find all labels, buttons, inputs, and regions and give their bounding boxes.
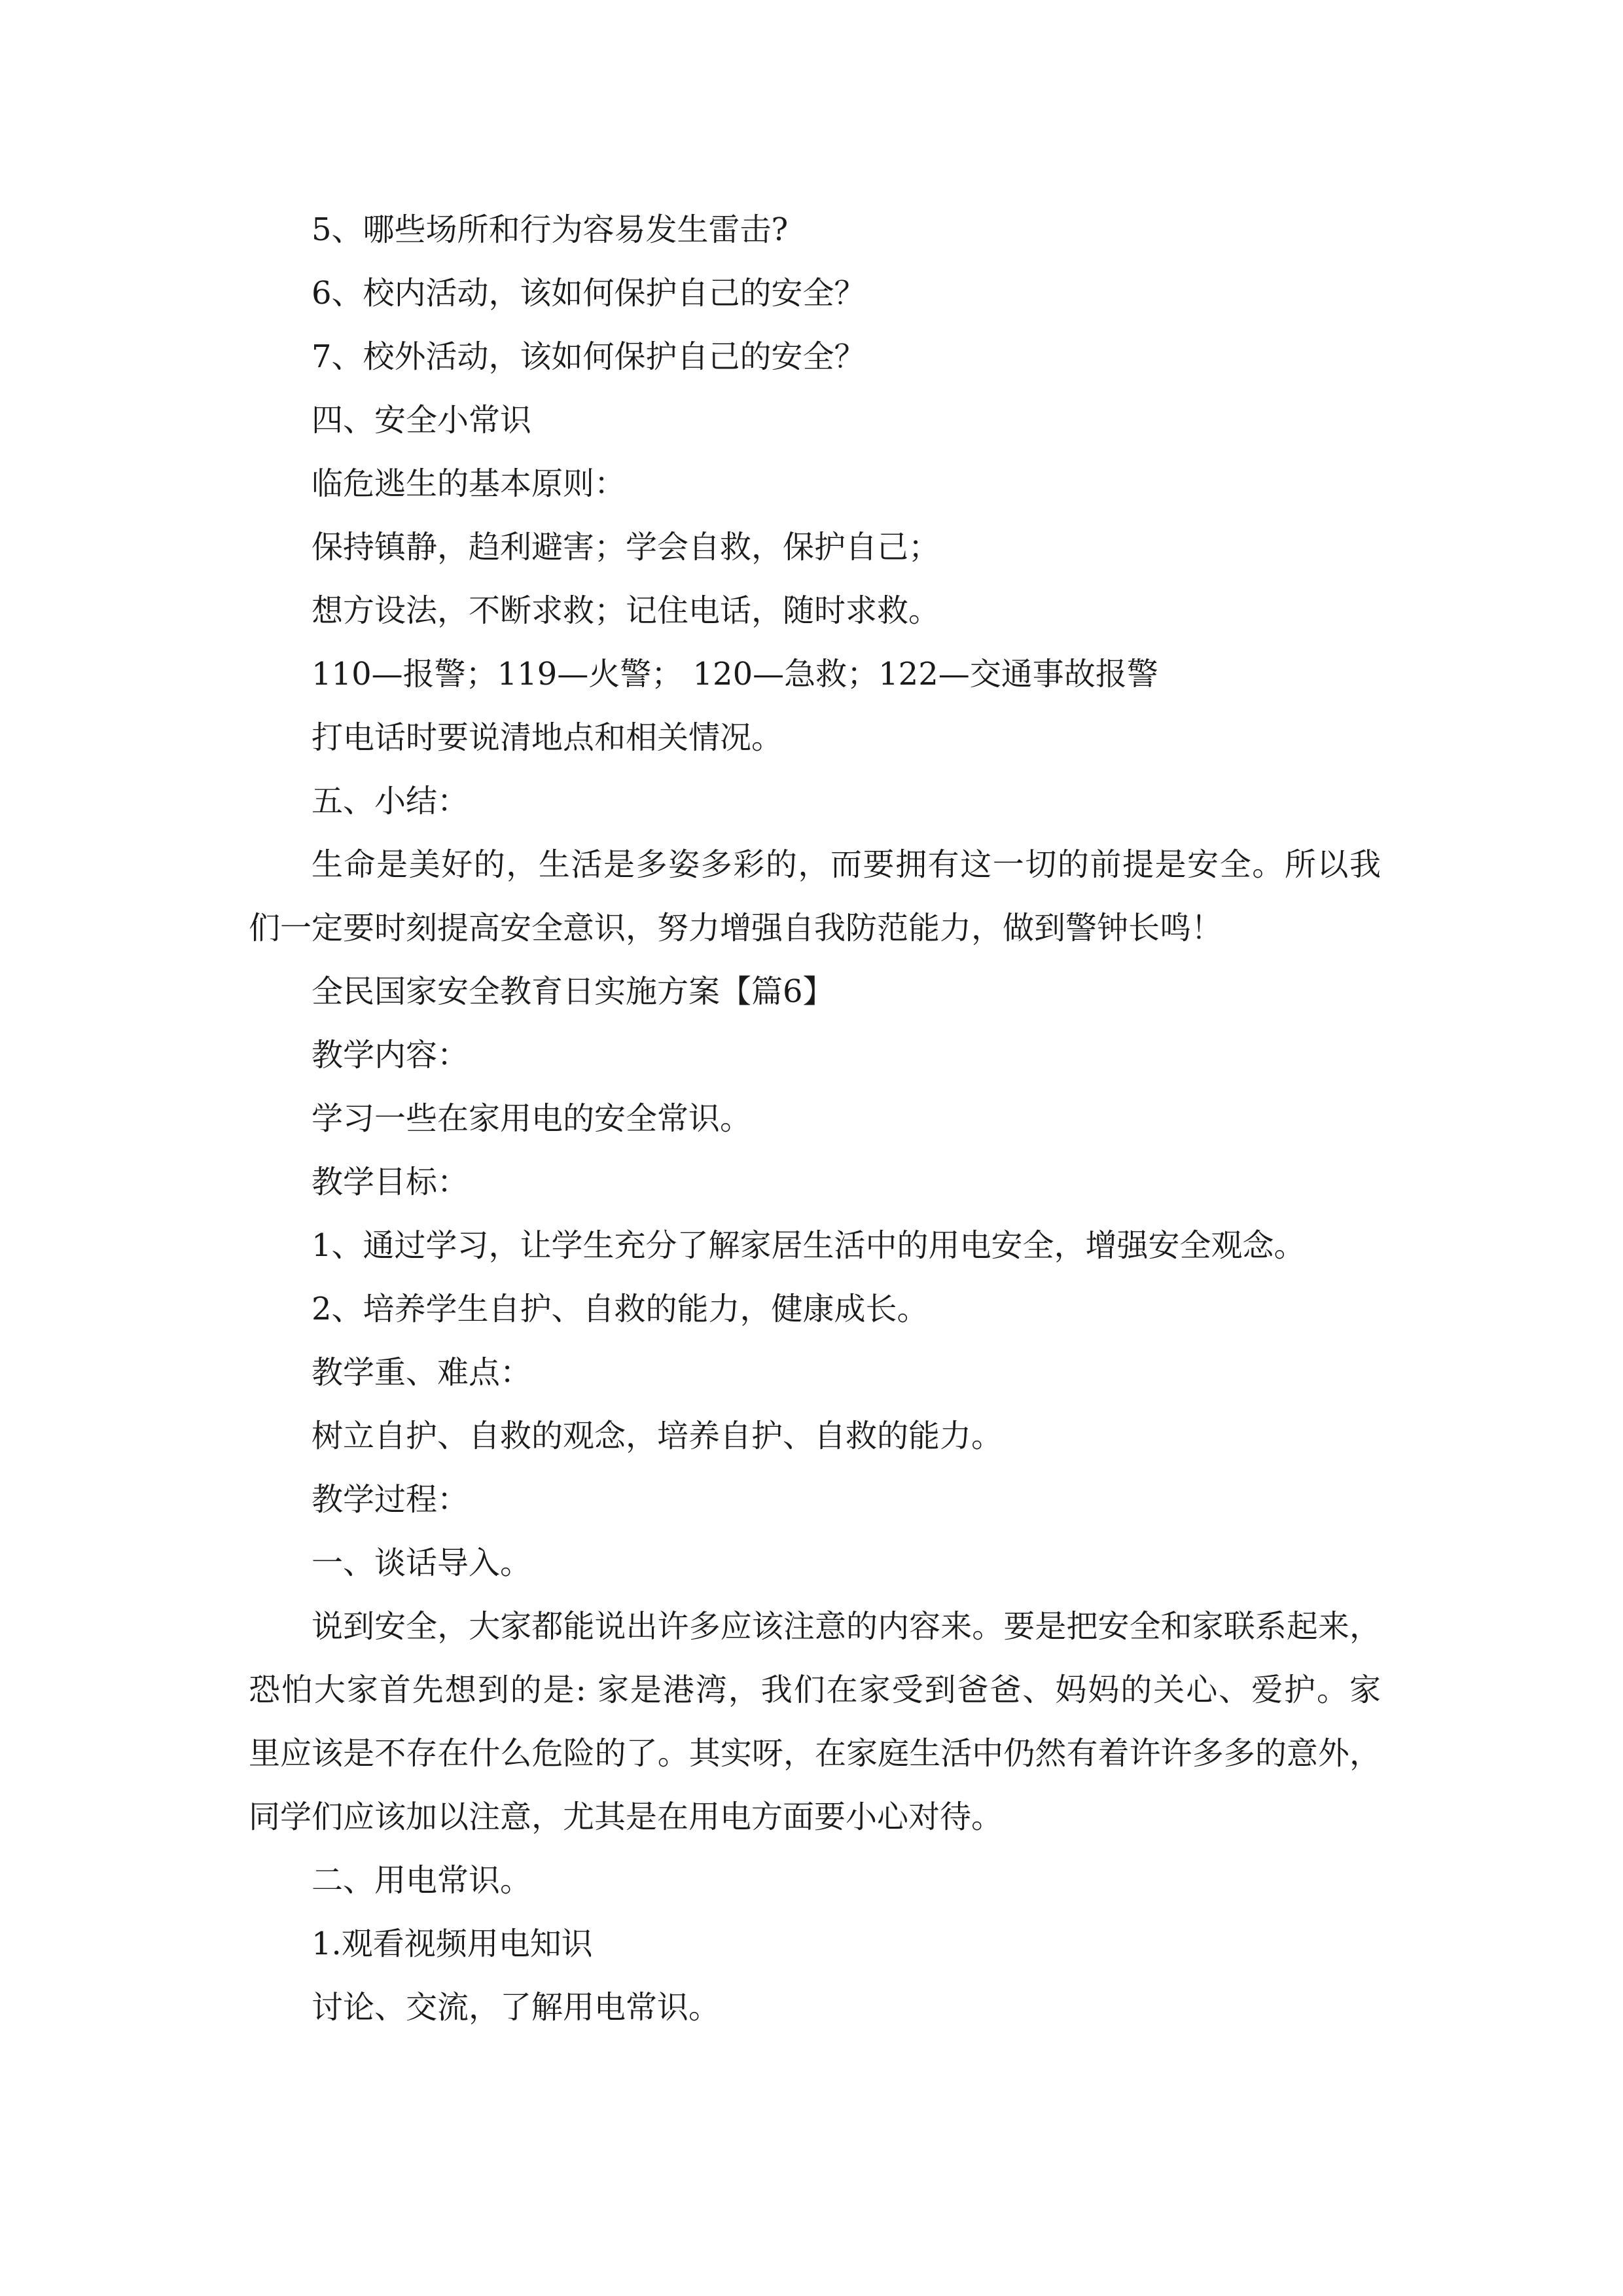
question-5: 5、哪些场所和行为容易发生雷击? xyxy=(312,211,789,248)
plan-title: 全民国家安全教育日实施方案【篇6】 xyxy=(312,973,834,1010)
teaching-content-text: 学习一些在家用电的安全常识。 xyxy=(312,1100,752,1137)
discussion-item: 讨论、交流，了解用电常识。 xyxy=(312,1989,721,2026)
section-heading-summary: 五、小结： xyxy=(312,783,469,819)
teaching-content-label: 教学内容： xyxy=(312,1037,469,1073)
intro-line-2: 恐怕大家首先想到的是: 家是港湾，我们在家受到爸爸、妈妈的关心、爱护。家 xyxy=(249,1672,1381,1708)
escape-principle-2: 想方设法，不断求救；记住电话，随时求救。 xyxy=(312,592,940,629)
escape-principle-1: 保持镇静，趋利避害；学会自救，保护自己； xyxy=(312,529,940,565)
key-points-text: 树立自护、自救的观念，培养自护、自救的能力。 xyxy=(312,1418,1003,1454)
question-7: 7、校外活动，该如何保护自己的安全？ xyxy=(312,338,866,375)
summary-line-2: 们一定要时刻提高安全意识，努力增强自我防范能力，做到警钟长鸣！ xyxy=(249,910,1223,946)
section-heading-safety-tips: 四、安全小常识 xyxy=(312,402,532,439)
teaching-goal-1: 1、通过学习，让学生充分了解家居生活中的用电安全，增强安全观念。 xyxy=(312,1227,1306,1264)
teaching-goal-2: 2、培养学生自护、自救的能力，健康成长。 xyxy=(312,1291,929,1327)
intro-line-1: 说到安全，大家都能说出许多应该注意的内容来。要是把安全和家联系起来， xyxy=(312,1608,1381,1645)
intro-paragraph xyxy=(249,1597,1381,1851)
teaching-goals-label: 教学目标： xyxy=(312,1164,469,1200)
intro-line-4: 同学们应该加以注意，尤其是在用电方面要小心对待。 xyxy=(249,1799,1003,1835)
page-content xyxy=(249,200,1381,2041)
section-heading-intro: 一、谈话导入。 xyxy=(312,1545,532,1581)
teaching-process-label: 教学过程： xyxy=(312,1481,469,1518)
intro-line-3: 里应该是不存在什么危险的了。其实呀，在家庭生活中仍然有着许许多多的意外， xyxy=(249,1735,1381,1772)
question-6: 6、校内活动，该如何保护自己的安全？ xyxy=(312,275,866,312)
summary-line-1: 生命是美好的，生活是多姿多彩的，而要拥有这一切的前提是安全。所以我 xyxy=(312,846,1381,883)
summary-paragraph xyxy=(249,835,1381,962)
emergency-numbers: 110—报警；119—火警； 120—急救；122—交通事故报警 xyxy=(312,656,1158,692)
escape-principles-label: 临危逃生的基本原则： xyxy=(312,465,626,502)
phone-call-tip: 打电话时要说清地点和相关情况。 xyxy=(312,719,783,756)
video-item: 1.观看视频用电知识 xyxy=(312,1926,593,1962)
section-heading-electricity: 二、用电常识。 xyxy=(312,1862,532,1899)
key-points-label: 教学重、难点： xyxy=(312,1354,532,1391)
